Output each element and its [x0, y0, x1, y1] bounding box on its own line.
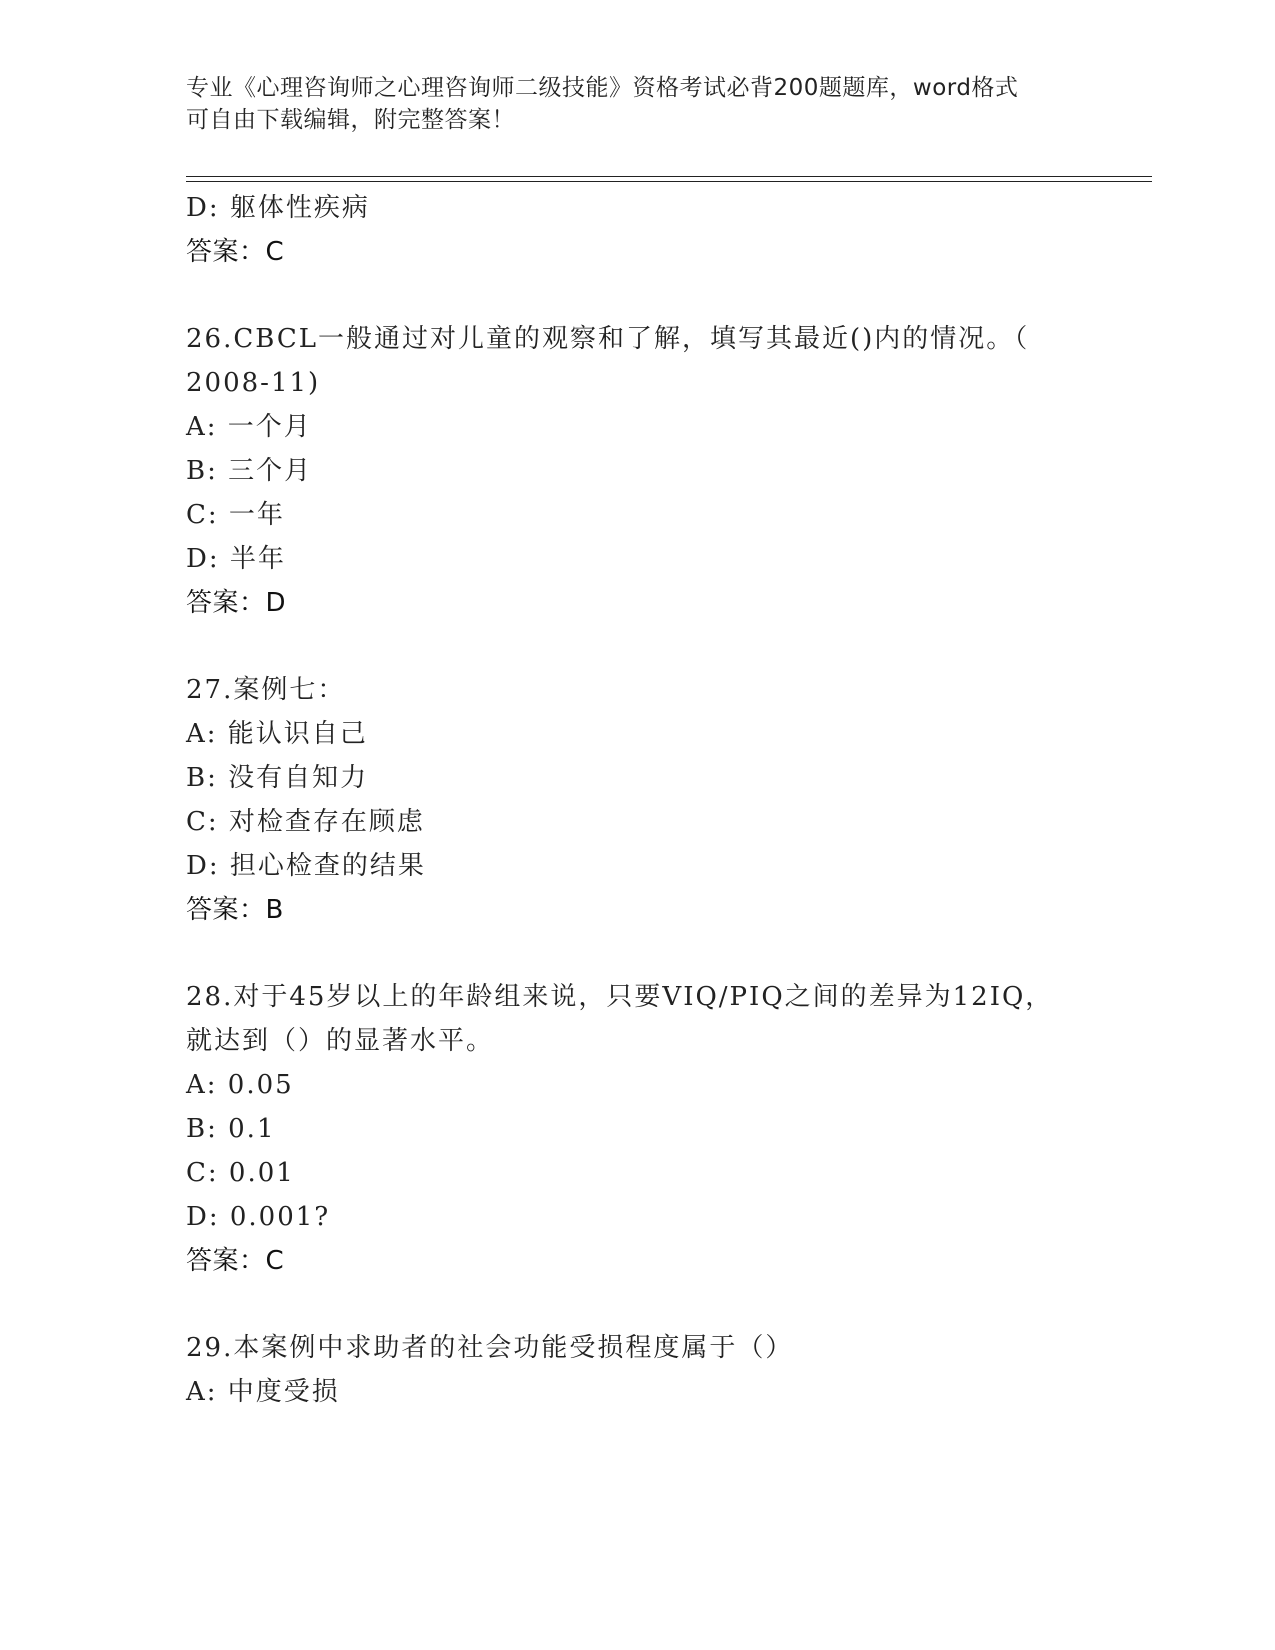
q27-answer: 答案：B [186, 895, 284, 925]
header-divider-bottom [186, 181, 1152, 182]
q27-option-d: D: 担心检查的结果 [186, 851, 426, 881]
header-divider-top [186, 176, 1152, 177]
document-header [186, 72, 1066, 136]
q29-stem-line-1: 29.本案例中求助者的社会功能受损程度属于（） [186, 1333, 794, 1363]
header-line-2: 可自由下载编辑，附完整答案！ [186, 107, 515, 133]
q28-option-b: B: 0.1 [186, 1114, 276, 1144]
q27-option-a: A: 能认识自己 [186, 719, 368, 749]
q28-option-c: C: 0.01 [186, 1158, 295, 1188]
q28-stem-line-2: 就达到（）的显著水平。 [186, 1026, 495, 1056]
q27-option-b: B: 没有自知力 [186, 763, 369, 793]
q27-option-c: C: 对检查存在顾虑 [186, 807, 425, 837]
q26-option-b: B: 三个月 [186, 456, 313, 486]
q28-answer: 答案：C [186, 1246, 285, 1276]
q26-answer: 答案：D [186, 588, 287, 618]
q28-stem-line-1: 28.对于45岁以上的年龄组来说，只要VIQ/PIQ之间的差异为12IQ， [186, 982, 1054, 1012]
prev-option-d: D: 躯体性疾病 [186, 193, 370, 223]
q26-stem-line-2: 2008-11) [186, 368, 321, 398]
q29-option-a: A: 中度受损 [186, 1377, 340, 1407]
header-line-1: 专业《心理咨询师之心理咨询师二级技能》资格考试必背200题题库，word格式 [186, 75, 1019, 101]
q28-option-d: D: 0.001? [186, 1202, 331, 1232]
q26-stem-line-1: 26.CBCL一般通过对儿童的观察和了解，填写其最近()内的情况。（ [186, 324, 1030, 354]
q26-option-d: D: 半年 [186, 544, 286, 574]
q26-option-c: C: 一年 [186, 500, 285, 530]
q27-stem-line-1: 27.案例七： [186, 675, 346, 705]
q26-option-a: A: 一个月 [186, 412, 312, 442]
q28-option-a: A: 0.05 [186, 1070, 294, 1100]
prev-answer: 答案：C [186, 237, 285, 267]
